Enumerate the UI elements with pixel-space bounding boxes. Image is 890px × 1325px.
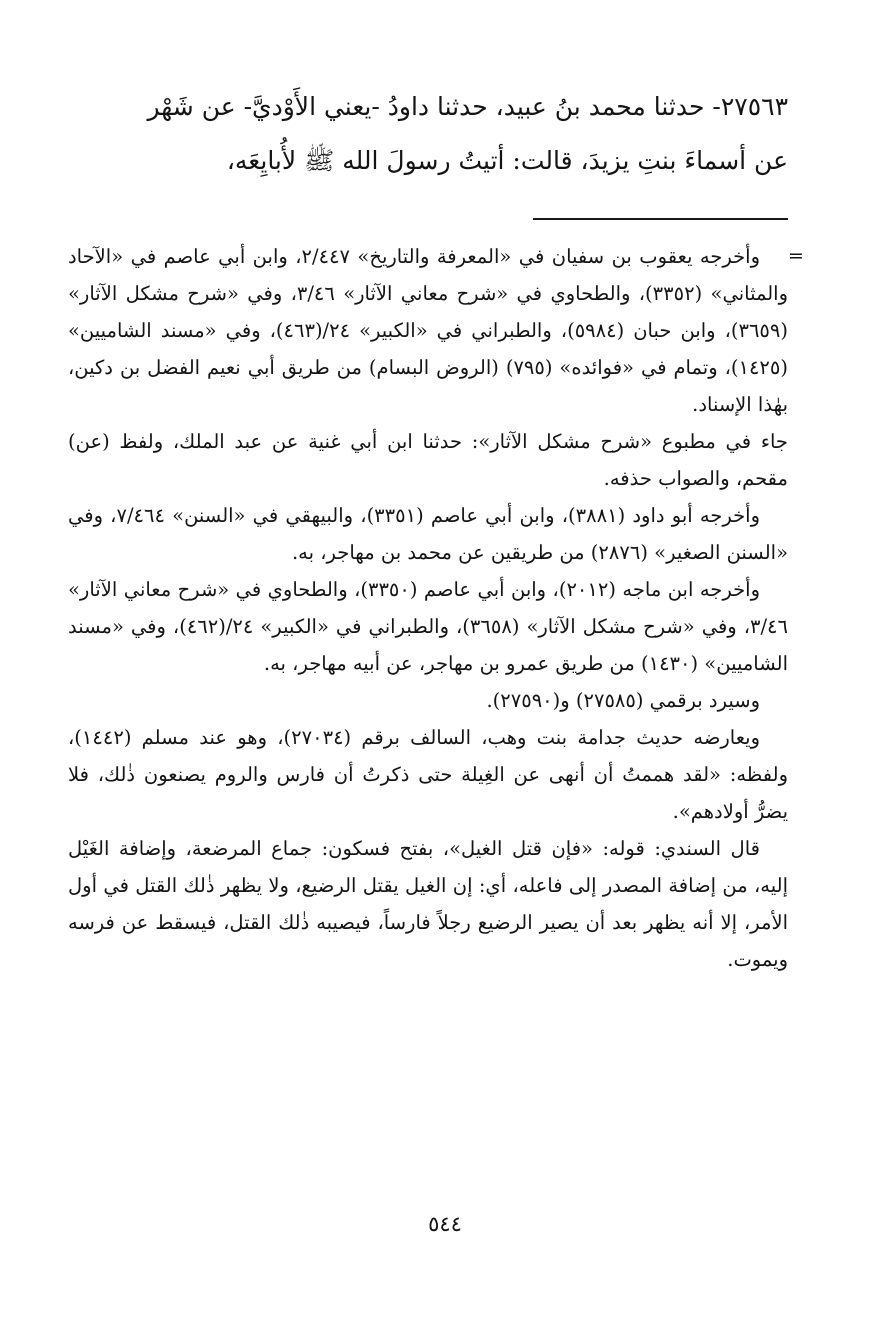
page-body: [68, 80, 804, 978]
footnote-paragraph-6: ويعارضه حديث جدامة بنت وهب، السالف برقم (٢٧٠٣٤)، وهو عند مسلم (١٤٤٢)، ولفظه: «لقد هممتُ أن أنهى عن الغِيلة حتى ذكرتُ أن فارس والروم يصنعون ذٰلك، فلا يضرُّ أولادهم».: [68, 726, 788, 823]
hadith-line-2: عن أسماءَ بنتِ يزيدَ، قالت: أتيتُ رسولَ الله ﷺ لأُبايِعَه،: [226, 146, 788, 175]
footnote-paragraph-4: وأخرجه ابن ماجه (٢٠١٢)، وابن أبي عاصم (٣٣٥٠)، والطحاوي في «شرح معاني الآثار» ٣/٤٦، وفي «شرح مشكل الآثار» (٣٦٥٨)، والطبراني في «الكبير» ٢٤/(٤٦٢)، وفي «مسند الشاميين» (١٤٣٠) من طريق عمرو بن مهاجر، عن أبيه مهاجر، به.: [68, 578, 789, 675]
hadith-line-1: ٢٧٥٦٣- حدثنا محمد بنُ عبيد، حدثنا داودُ -يعني الأَوْديَّ- عن شَهْر: [147, 92, 788, 121]
footnote-separator: [533, 218, 788, 220]
footnote-paragraph-3: وأخرجه أبو داود (٣٨٨١)، وابن أبي عاصم (٣٣٥١)، والبيهقي في «السنن» ٧/٤٦٤، وفي «السنن الصغير» (٢٨٧٦) من طريقين عن محمد بن مهاجر، به.: [68, 504, 788, 564]
hadith-text: [68, 80, 788, 188]
footnote-paragraph-2: جاء في مطبوع «شرح مشكل الآثار»: حدثنا ابن أبي غنية عن عبد الملك، ولفظ (عن) مقحم، والصواب حذفه.: [68, 430, 788, 490]
continuation-mark: =: [788, 245, 804, 267]
footnote-paragraph-5: وسيرد برقمي (٢٧٥٨٥) و(٢٧٥٩٠).: [486, 689, 760, 712]
footnote-paragraph-1: وأخرجه يعقوب بن سفيان في «المعرفة والتاريخ» ٢/٤٤٧، وابن أبي عاصم في «الآحاد والمثاني» (٣٣٥٢)، والطحاوي في «شرح معاني الآثار» ٣/٤٦، وفي «شرح مشكل الآثار» (٣٦٥٩)، وابن حبان (٥٩٨٤)، والطبراني في «الكبير» ٢٤/(٤٦٣)، وفي «مسند الشاميين» (١٤٢٥)، وتمام في «فوائده» (٧٩٥) (الروض البسام) من طريق أبي نعيم الفضل بن دكين، بهٰذا الإسناد.: [68, 245, 789, 416]
footnotes: [68, 238, 804, 978]
footnote-paragraph-7: قال السندي: قوله: «فإن قتل الغيل»، بفتح فسكون: جماع المرضعة، وإضافة الغَيْل إليه، من إضافة المصدر إلى فاعله، أي: إن الغيل يقتل الرضيع، ولا يظهر ذٰلك القتل في أول الأمر، إلا أنه يظهر بعد أن يصير الرضيع رجلاً فارساً، فيصيبه ذٰلك القتل، فيسقط عن فرسه ويموت.: [68, 837, 788, 971]
page-number: ٥٤٤: [428, 1212, 462, 1236]
